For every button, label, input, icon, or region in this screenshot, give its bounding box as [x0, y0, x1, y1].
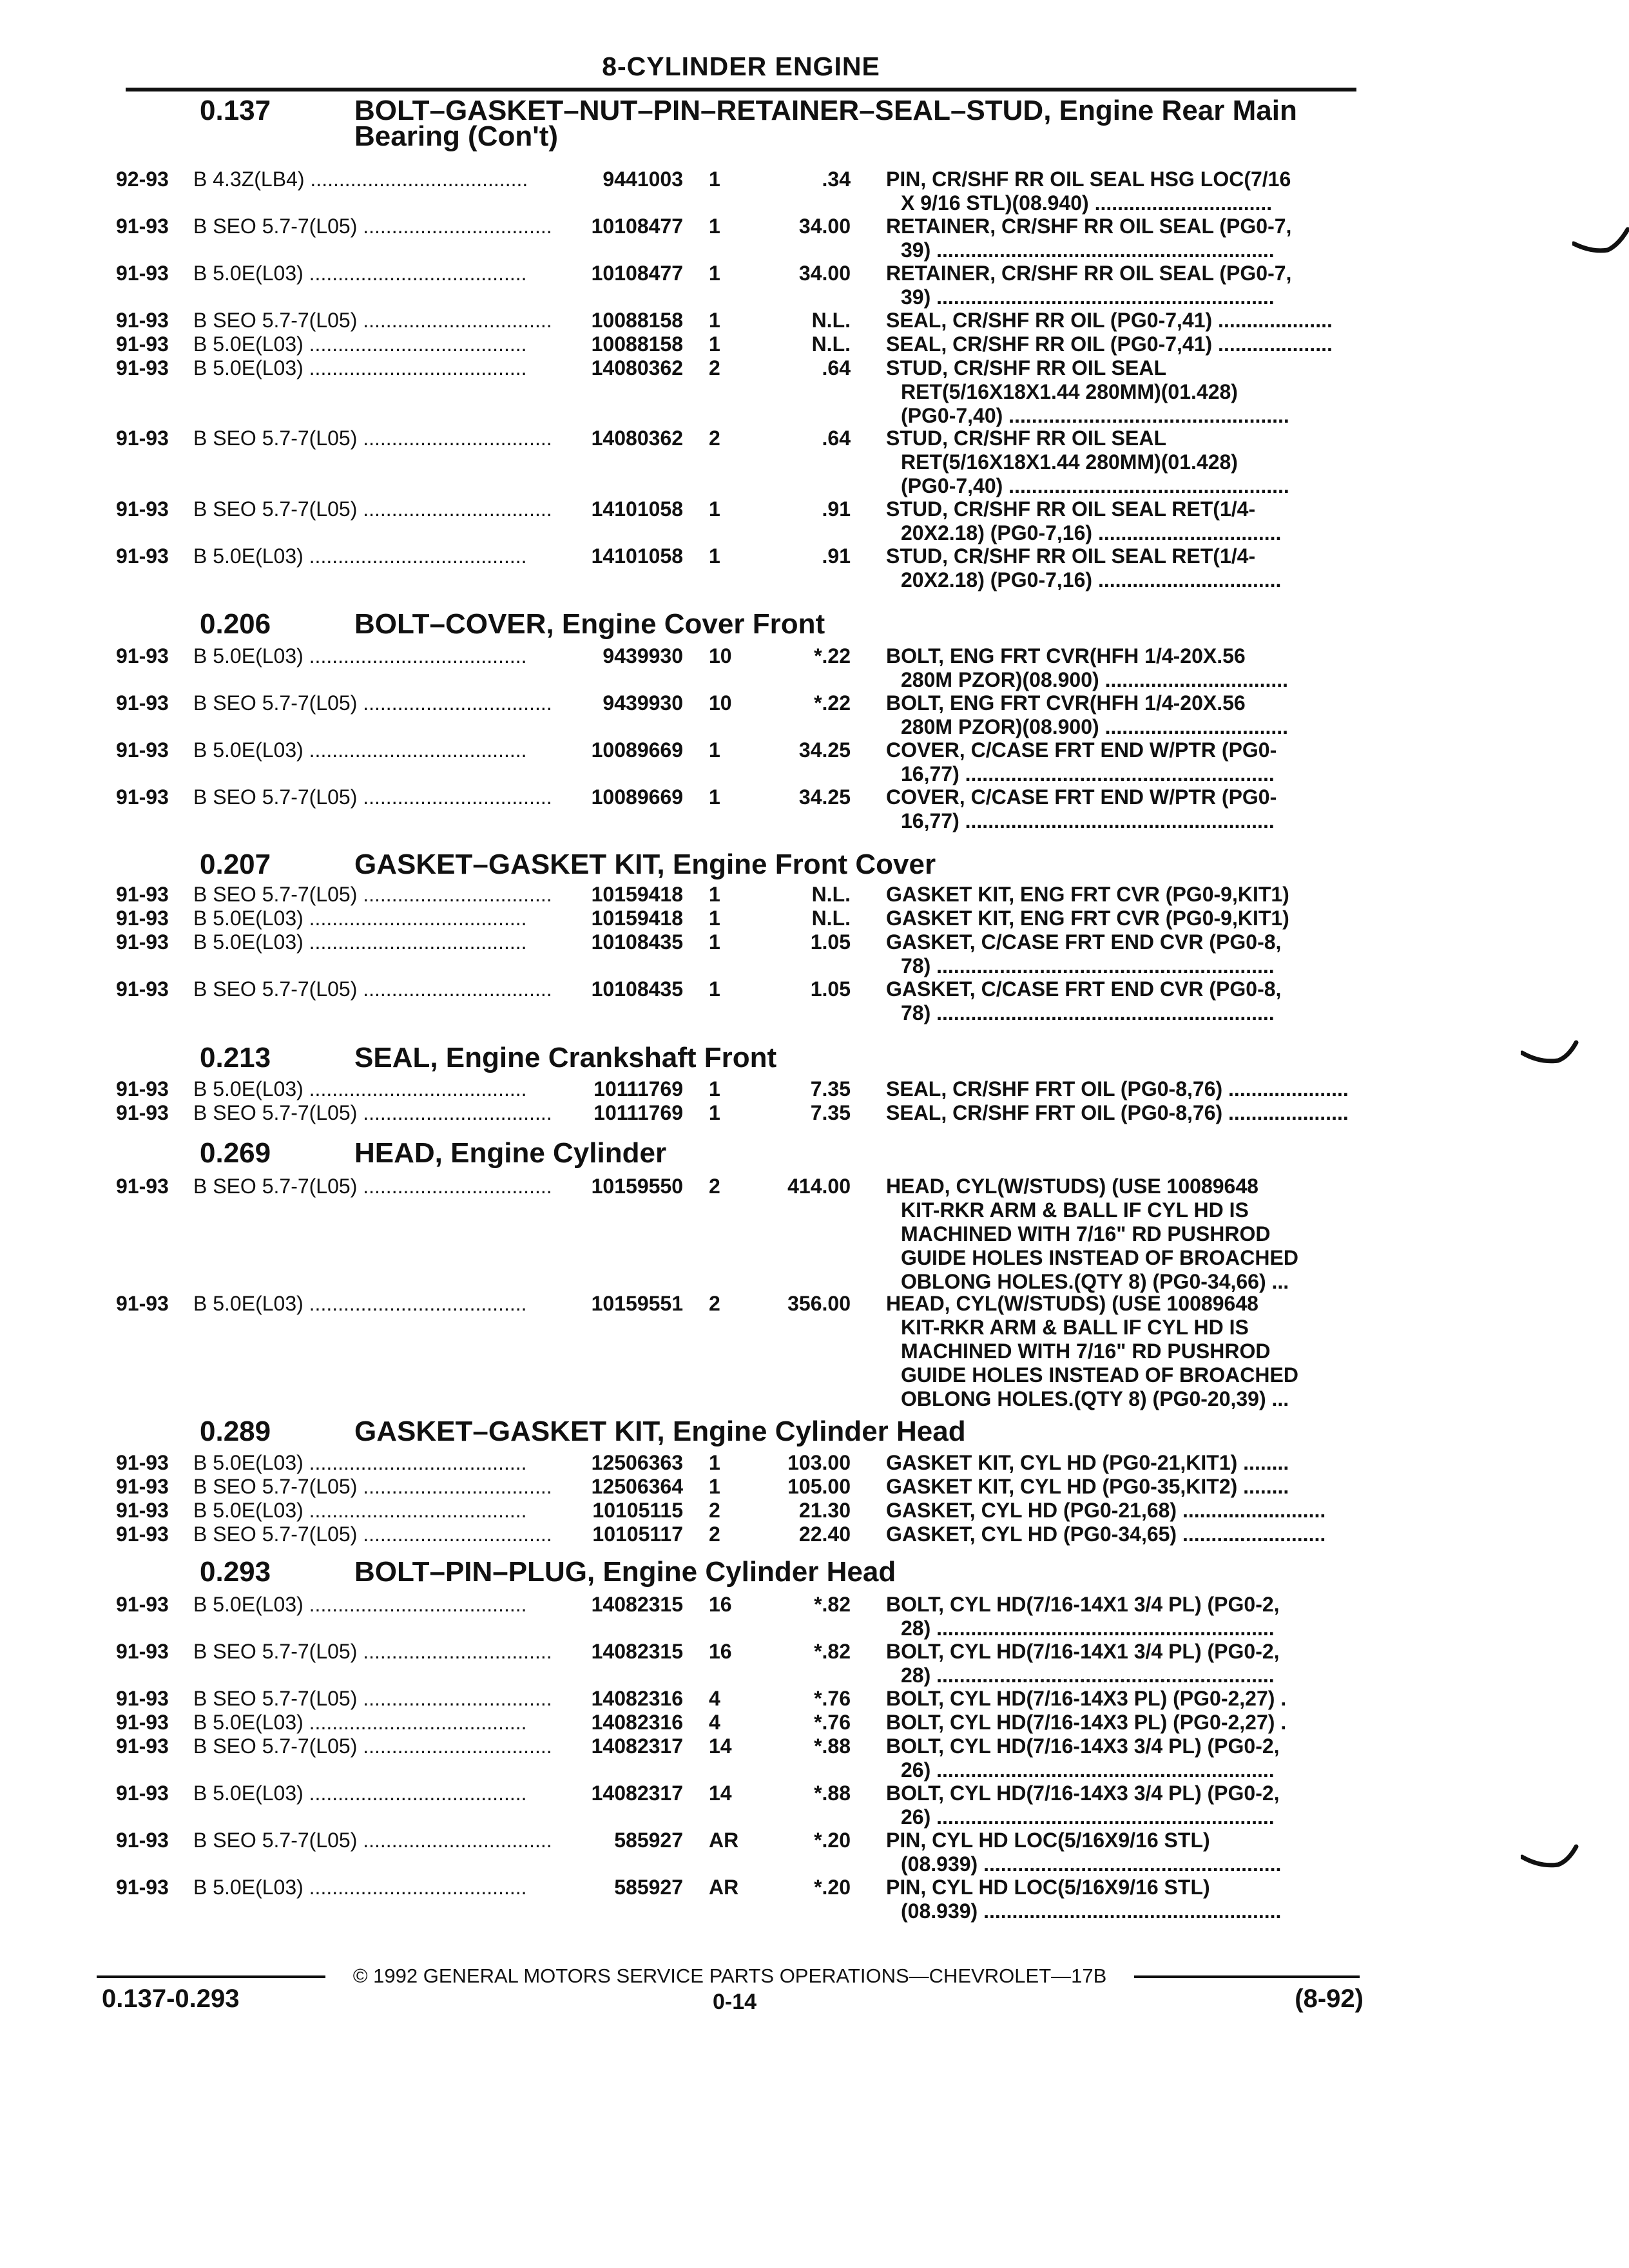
copyright-notice: © 1992 GENERAL MOTORS SERVICE PARTS OPERATIONS—CHEVROLET—17B	[352, 1965, 1107, 1987]
section-number: 0.207	[200, 849, 271, 880]
part-row	[0, 332, 1629, 356]
price: *.20	[814, 1829, 851, 1852]
quantity: 10	[709, 644, 732, 668]
price: .34	[822, 168, 851, 191]
part-description: BOLT, CYL HD(7/16-14X1 3/4 PL) (PG0-2,	[886, 1593, 1280, 1616]
price: 34.00	[798, 215, 851, 238]
section-title-continued: Bearing (Con't)	[354, 120, 558, 152]
part-description: GASKET, C/CASE FRT END CVR (PG0-8,	[886, 977, 1282, 1001]
engine-code: B 5.0E(L03) ......................................	[193, 738, 527, 762]
footer-date: (8-92)	[1295, 1984, 1364, 2013]
engine-code: B SEO 5.7-7(L05) .................................	[193, 1735, 552, 1758]
engine-code: B SEO 5.7-7(L05) .................................	[193, 1175, 552, 1198]
part-description-continued: (08.939) ....................................................	[901, 1899, 1282, 1923]
engine-code: B 4.3Z(LB4) ......................................	[193, 168, 528, 191]
part-number: 10159418	[591, 907, 683, 930]
part-row	[0, 977, 1629, 1025]
quantity: 4	[709, 1687, 720, 1710]
part-row	[0, 691, 1629, 739]
part-description-continued: (PG0-7,40) .................................................	[901, 474, 1289, 497]
quantity: 2	[709, 1292, 720, 1315]
part-description-continued: 28) ...........................................................	[901, 1664, 1275, 1687]
part-description: COVER, C/CASE FRT END W/PTR (PG0-	[886, 785, 1277, 809]
section-number: 0.269	[200, 1137, 271, 1169]
quantity: 1	[709, 262, 720, 285]
part-row	[0, 907, 1629, 930]
engine-code: B SEO 5.7-7(L05) .................................	[193, 1640, 552, 1663]
part-description: PIN, CYL HD LOC(5/16X9/16 STL)	[886, 1829, 1210, 1852]
price: 21.30	[798, 1499, 851, 1522]
model-years: 91-93	[116, 930, 169, 954]
part-description: STUD, CR/SHF RR OIL SEAL	[886, 356, 1166, 380]
quantity: 16	[709, 1593, 732, 1616]
part-number: 14082317	[591, 1782, 683, 1805]
engine-code: B SEO 5.7-7(L05) .................................	[193, 977, 552, 1001]
price: .64	[822, 356, 851, 380]
engine-code: B SEO 5.7-7(L05) .................................	[193, 1687, 552, 1710]
part-number: 14080362	[591, 356, 683, 380]
part-description-continued: KIT-RKR ARM & BALL IF CYL HD IS	[901, 1316, 1249, 1339]
part-description: GASKET KIT, CYL HD (PG0-21,KIT1) ........	[886, 1451, 1289, 1474]
section-number: 0.206	[200, 608, 271, 640]
quantity: 1	[709, 883, 720, 906]
quantity: 1	[709, 544, 720, 568]
part-description-continued: KIT-RKR ARM & BALL IF CYL HD IS	[901, 1198, 1249, 1222]
part-number: 10089669	[591, 785, 683, 809]
engine-code: B SEO 5.7-7(L05) .................................	[193, 497, 552, 521]
engine-code: B 5.0E(L03) ......................................	[193, 907, 527, 930]
engine-code: B SEO 5.7-7(L05) .................................	[193, 691, 552, 715]
price: *.82	[814, 1640, 851, 1663]
section-heading	[200, 610, 825, 639]
price: *.20	[814, 1876, 851, 1899]
part-row	[0, 1687, 1629, 1711]
part-description: GASKET, CYL HD (PG0-21,68) .........................	[886, 1499, 1326, 1522]
price: 103.00	[787, 1451, 851, 1474]
quantity: 2	[709, 427, 720, 450]
section-heading	[200, 1418, 966, 1446]
price: 414.00	[787, 1175, 851, 1198]
engine-code: B 5.0E(L03) ......................................	[193, 1499, 527, 1522]
part-description-continued: GUIDE HOLES INSTEAD OF BROACHED	[901, 1363, 1298, 1387]
quantity: 1	[709, 1101, 720, 1124]
section-title: BOLT–COVER, Engine Cover Front	[354, 608, 825, 640]
engine-code: B SEO 5.7-7(L05) .................................	[193, 427, 552, 450]
part-row	[0, 309, 1629, 332]
footer-section-range: 0.137-0.293	[102, 1984, 240, 2013]
part-number: 10159551	[591, 1292, 683, 1315]
model-years: 91-93	[116, 1523, 169, 1546]
quantity: AR	[709, 1829, 739, 1852]
part-description-continued: 16,77) ......................................................	[901, 809, 1275, 832]
part-description-continued: 28) ...........................................................	[901, 1617, 1275, 1640]
part-description: RETAINER, CR/SHF RR OIL SEAL (PG0-7,	[886, 262, 1292, 285]
part-number: 14082316	[591, 1687, 683, 1710]
handwritten-check-mark	[1521, 1843, 1579, 1875]
part-number: 10111769	[593, 1077, 683, 1100]
part-description-continued: 20X2.18) (PG0-7,16) ................................	[901, 521, 1282, 544]
part-row	[0, 427, 1629, 498]
model-years: 91-93	[116, 644, 169, 668]
section-title: GASKET–GASKET KIT, Engine Front Cover	[354, 849, 936, 880]
part-row	[0, 1101, 1629, 1125]
model-years: 91-93	[116, 309, 169, 332]
part-number: 10108435	[591, 930, 683, 954]
handwritten-check-mark	[1521, 1039, 1579, 1071]
part-row	[0, 1876, 1629, 1923]
quantity: 1	[709, 168, 720, 191]
price: 22.40	[798, 1523, 851, 1546]
part-row	[0, 1711, 1629, 1735]
price: 1.05	[810, 930, 851, 954]
model-years: 91-93	[116, 691, 169, 715]
engine-code: B 5.0E(L03) ......................................	[193, 356, 527, 380]
quantity: 4	[709, 1711, 720, 1734]
part-number: 10159550	[591, 1175, 683, 1198]
model-years: 91-93	[116, 262, 169, 285]
part-number: 14082315	[591, 1593, 683, 1616]
part-number: 10105117	[592, 1523, 683, 1546]
section-title: BOLT–GASKET–NUT–PIN–RETAINER–SEAL–STUD, Engine Rear Main	[354, 95, 1297, 126]
section-title: HEAD, Engine Cylinder	[354, 1137, 667, 1169]
model-years: 91-93	[116, 544, 169, 568]
model-years: 91-93	[116, 356, 169, 380]
part-description-continued: RET(5/16X18X1.44 280MM)(01.428)	[901, 380, 1238, 403]
quantity: 2	[709, 1523, 720, 1546]
section-number: 0.137	[200, 95, 271, 126]
model-years: 91-93	[116, 1640, 169, 1663]
quantity: 1	[709, 977, 720, 1001]
part-number: 9441003	[602, 168, 683, 191]
price: 34.00	[798, 262, 851, 285]
part-row	[0, 544, 1629, 592]
section-heading	[200, 1139, 666, 1168]
part-description-continued: 78) ...........................................................	[901, 1001, 1275, 1024]
page-number: 0-14	[712, 1990, 757, 2014]
part-number: 9439930	[602, 691, 683, 715]
part-description: PIN, CR/SHF RR OIL SEAL HSG LOC(7/16	[886, 168, 1291, 191]
model-years: 91-93	[116, 738, 169, 762]
quantity: 1	[709, 738, 720, 762]
section-heading	[200, 1044, 776, 1072]
price: 105.00	[787, 1475, 851, 1498]
model-years: 91-93	[116, 907, 169, 930]
quantity: 1	[709, 497, 720, 521]
part-description-continued: 39) ...........................................................	[901, 238, 1275, 262]
part-row	[0, 883, 1629, 907]
part-row	[0, 738, 1629, 786]
part-row	[0, 1523, 1629, 1546]
model-years: 91-93	[116, 332, 169, 356]
quantity: 10	[709, 691, 732, 715]
part-description: SEAL, CR/SHF FRT OIL (PG0-8,76) .....................	[886, 1077, 1349, 1100]
quantity: AR	[709, 1876, 739, 1899]
price: .91	[822, 544, 851, 568]
price: *.82	[814, 1593, 851, 1616]
section-title: SEAL, Engine Crankshaft Front	[354, 1042, 777, 1073]
model-years: 91-93	[116, 497, 169, 521]
part-description-continued: 280M PZOR)(08.900) ................................	[901, 715, 1289, 738]
part-row	[0, 785, 1629, 833]
part-description: GASKET KIT, ENG FRT CVR (PG0-9,KIT1)	[886, 883, 1289, 906]
part-row	[0, 497, 1629, 545]
model-years: 91-93	[116, 1175, 169, 1198]
part-description: HEAD, CYL(W/STUDS) (USE 10089648	[886, 1175, 1258, 1198]
price: N.L.	[811, 309, 851, 332]
model-years: 91-93	[116, 1451, 169, 1474]
price: N.L.	[811, 907, 851, 930]
engine-code: B SEO 5.7-7(L05) .................................	[193, 1523, 552, 1546]
quantity: 1	[709, 332, 720, 356]
price: 7.35	[810, 1101, 851, 1124]
part-description: SEAL, CR/SHF FRT OIL (PG0-8,76) .....................	[886, 1101, 1349, 1124]
part-description: SEAL, CR/SHF RR OIL (PG0-7,41) ....................	[886, 332, 1333, 356]
price: .91	[822, 497, 851, 521]
section-heading	[200, 95, 1360, 152]
part-number: 14101058	[591, 497, 683, 521]
part-row	[0, 215, 1629, 262]
part-description-continued: 39) ...........................................................	[901, 285, 1275, 309]
section-heading	[200, 1558, 896, 1586]
price: 7.35	[810, 1077, 851, 1100]
part-description-continued: (PG0-7,40) .................................................	[901, 404, 1289, 427]
engine-code: B SEO 5.7-7(L05) .................................	[193, 1101, 552, 1124]
part-description: BOLT, ENG FRT CVR(HFH 1/4-20X.56	[886, 691, 1246, 715]
footer-rule-right	[1134, 1975, 1360, 1978]
engine-code: B SEO 5.7-7(L05) .................................	[193, 1829, 552, 1852]
part-description: PIN, CYL HD LOC(5/16X9/16 STL)	[886, 1876, 1210, 1899]
part-row	[0, 262, 1629, 309]
part-row	[0, 356, 1629, 428]
quantity: 2	[709, 356, 720, 380]
engine-code: B 5.0E(L03) ......................................	[193, 644, 527, 668]
price: *.76	[814, 1711, 851, 1734]
model-years: 91-93	[116, 1711, 169, 1734]
part-number: 10108477	[591, 215, 683, 238]
part-row	[0, 1499, 1629, 1523]
section-heading	[200, 850, 936, 879]
price: N.L.	[811, 883, 851, 906]
part-description-continued: OBLONG HOLES.(QTY 8) (PG0-20,39) ...	[901, 1387, 1289, 1410]
part-description: RETAINER, CR/SHF RR OIL SEAL (PG0-7,	[886, 215, 1292, 238]
part-description: BOLT, CYL HD(7/16-14X3 3/4 PL) (PG0-2,	[886, 1782, 1280, 1805]
quantity: 1	[709, 1451, 720, 1474]
model-years: 91-93	[116, 1876, 169, 1899]
part-description-continued: MACHINED WITH 7/16" RD PUSHROD	[901, 1340, 1271, 1363]
model-years: 91-93	[116, 1292, 169, 1315]
quantity: 14	[709, 1735, 732, 1758]
part-row	[0, 1475, 1629, 1499]
section-number: 0.213	[200, 1042, 271, 1073]
engine-code: B 5.0E(L03) ......................................	[193, 1876, 527, 1899]
part-row	[0, 930, 1629, 978]
section-title: GASKET–GASKET KIT, Engine Cylinder Head	[354, 1416, 966, 1447]
part-number: 12506364	[591, 1475, 683, 1498]
part-description-continued: MACHINED WITH 7/16" RD PUSHROD	[901, 1222, 1271, 1245]
price: *.22	[814, 644, 851, 668]
part-description: BOLT, ENG FRT CVR(HFH 1/4-20X.56	[886, 644, 1246, 668]
part-row	[0, 1175, 1629, 1294]
part-description-continued: 78) ...........................................................	[901, 954, 1275, 977]
part-description-continued: RET(5/16X18X1.44 280MM)(01.428)	[901, 450, 1238, 474]
part-number: 14080362	[591, 427, 683, 450]
price: .64	[822, 427, 851, 450]
engine-code: B 5.0E(L03) ......................................	[193, 544, 527, 568]
part-description: STUD, CR/SHF RR OIL SEAL RET(1/4-	[886, 497, 1256, 521]
part-description: GASKET KIT, ENG FRT CVR (PG0-9,KIT1)	[886, 907, 1289, 930]
part-row	[0, 1593, 1629, 1640]
part-description-continued: 20X2.18) (PG0-7,16) ................................	[901, 568, 1282, 591]
part-description: SEAL, CR/SHF RR OIL (PG0-7,41) ....................	[886, 309, 1333, 332]
part-number: 14101058	[591, 544, 683, 568]
part-description-continued: 26) ...........................................................	[901, 1758, 1275, 1782]
part-description-continued: 26) ...........................................................	[901, 1805, 1275, 1829]
part-number: 10111769	[593, 1101, 683, 1124]
quantity: 2	[709, 1499, 720, 1522]
part-number: 9439930	[602, 644, 683, 668]
engine-code: B SEO 5.7-7(L05) .................................	[193, 215, 552, 238]
engine-code: B 5.0E(L03) ......................................	[193, 930, 527, 954]
price: *.88	[814, 1735, 851, 1758]
part-number: 10089669	[591, 738, 683, 762]
part-number: 10105115	[592, 1499, 683, 1522]
model-years: 91-93	[116, 977, 169, 1001]
model-years: 91-93	[116, 1782, 169, 1805]
model-years: 91-93	[116, 1735, 169, 1758]
part-number: 14082317	[591, 1735, 683, 1758]
part-description-continued: OBLONG HOLES.(QTY 8) (PG0-34,66) ...	[901, 1270, 1289, 1293]
quantity: 1	[709, 907, 720, 930]
quantity: 1	[709, 785, 720, 809]
price: N.L.	[811, 332, 851, 356]
part-number: 10088158	[591, 332, 683, 356]
price: 34.25	[798, 785, 851, 809]
part-row	[0, 644, 1629, 692]
engine-code: B SEO 5.7-7(L05) .................................	[193, 1475, 552, 1498]
part-row	[0, 1292, 1629, 1411]
part-description-continued: GUIDE HOLES INSTEAD OF BROACHED	[901, 1246, 1298, 1269]
part-description-continued: 280M PZOR)(08.900) ................................	[901, 668, 1289, 691]
engine-code: B 5.0E(L03) ......................................	[193, 332, 527, 356]
part-description: BOLT, CYL HD(7/16-14X3 3/4 PL) (PG0-2,	[886, 1735, 1280, 1758]
engine-code: B 5.0E(L03) ......................................	[193, 262, 527, 285]
price: *.22	[814, 691, 851, 715]
engine-code: B 5.0E(L03) ......................................	[193, 1292, 527, 1315]
model-years: 91-93	[116, 215, 169, 238]
part-row	[0, 1451, 1629, 1475]
model-years: 91-93	[116, 1101, 169, 1124]
part-row	[0, 1829, 1629, 1876]
part-number: 12506363	[591, 1451, 683, 1474]
part-row	[0, 1640, 1629, 1687]
part-number: 14082315	[591, 1640, 683, 1663]
engine-code: B SEO 5.7-7(L05) .................................	[193, 309, 552, 332]
engine-code: B 5.0E(L03) ......................................	[193, 1782, 527, 1805]
section-number: 0.289	[200, 1416, 271, 1447]
part-description: GASKET, C/CASE FRT END CVR (PG0-8,	[886, 930, 1282, 954]
model-years: 91-93	[116, 1687, 169, 1710]
price: 34.25	[798, 738, 851, 762]
part-row	[0, 1077, 1629, 1101]
price: 1.05	[810, 977, 851, 1001]
part-description: HEAD, CYL(W/STUDS) (USE 10089648	[886, 1292, 1258, 1315]
part-description: BOLT, CYL HD(7/16-14X3 PL) (PG0-2,27) .	[886, 1711, 1287, 1734]
page-title: 8-CYLINDER ENGINE	[602, 52, 880, 81]
price: *.88	[814, 1782, 851, 1805]
model-years: 91-93	[116, 1829, 169, 1852]
part-description-continued: X 9/16 STL)(08.940) ...............................	[901, 191, 1273, 215]
part-description: BOLT, CYL HD(7/16-14X1 3/4 PL) (PG0-2,	[886, 1640, 1280, 1663]
engine-code: B SEO 5.7-7(L05) .................................	[193, 883, 552, 906]
part-number: 585927	[614, 1829, 683, 1852]
quantity: 1	[709, 215, 720, 238]
engine-code: B 5.0E(L03) ......................................	[193, 1593, 527, 1616]
part-number: 585927	[614, 1876, 683, 1899]
quantity: 1	[709, 1475, 720, 1498]
model-years: 91-93	[116, 1475, 169, 1498]
quantity: 1	[709, 1077, 720, 1100]
part-number: 10088158	[591, 309, 683, 332]
part-description: BOLT, CYL HD(7/16-14X3 PL) (PG0-2,27) .	[886, 1687, 1287, 1710]
engine-code: B 5.0E(L03) ......................................	[193, 1711, 527, 1734]
model-years: 91-93	[116, 427, 169, 450]
part-description: STUD, CR/SHF RR OIL SEAL	[886, 427, 1166, 450]
part-description: COVER, C/CASE FRT END W/PTR (PG0-	[886, 738, 1277, 762]
section-number: 0.293	[200, 1556, 271, 1588]
model-years: 91-93	[116, 883, 169, 906]
section-title: BOLT–PIN–PLUG, Engine Cylinder Head	[354, 1556, 896, 1588]
model-years: 91-93	[116, 1593, 169, 1616]
quantity: 1	[709, 309, 720, 332]
quantity: 16	[709, 1640, 732, 1663]
part-description-continued: (08.939) ....................................................	[901, 1852, 1282, 1876]
part-description-continued: 16,77) ......................................................	[901, 762, 1275, 785]
part-row	[0, 1782, 1629, 1829]
part-number: 14082316	[591, 1711, 683, 1734]
price: *.76	[814, 1687, 851, 1710]
part-description: GASKET KIT, CYL HD (PG0-35,KIT2) ........	[886, 1475, 1289, 1498]
quantity: 14	[709, 1782, 732, 1805]
handwritten-check-mark	[1572, 226, 1629, 258]
model-years: 91-93	[116, 1077, 169, 1100]
part-row	[0, 1735, 1629, 1782]
part-number: 10159418	[591, 883, 683, 906]
page-header	[126, 45, 1356, 91]
engine-code: B 5.0E(L03) ......................................	[193, 1077, 527, 1100]
engine-code: B SEO 5.7-7(L05) .................................	[193, 785, 552, 809]
footer-rule-left	[97, 1975, 325, 1978]
quantity: 1	[709, 930, 720, 954]
part-description: GASKET, CYL HD (PG0-34,65) .........................	[886, 1523, 1326, 1546]
model-years: 92-93	[116, 168, 169, 191]
part-number: 10108435	[591, 977, 683, 1001]
model-years: 91-93	[116, 785, 169, 809]
model-years: 91-93	[116, 1499, 169, 1522]
price: 356.00	[787, 1292, 851, 1315]
quantity: 2	[709, 1175, 720, 1198]
engine-code: B 5.0E(L03) ......................................	[193, 1451, 527, 1474]
part-description: STUD, CR/SHF RR OIL SEAL RET(1/4-	[886, 544, 1256, 568]
part-number: 10108477	[591, 262, 683, 285]
part-row	[0, 168, 1629, 215]
